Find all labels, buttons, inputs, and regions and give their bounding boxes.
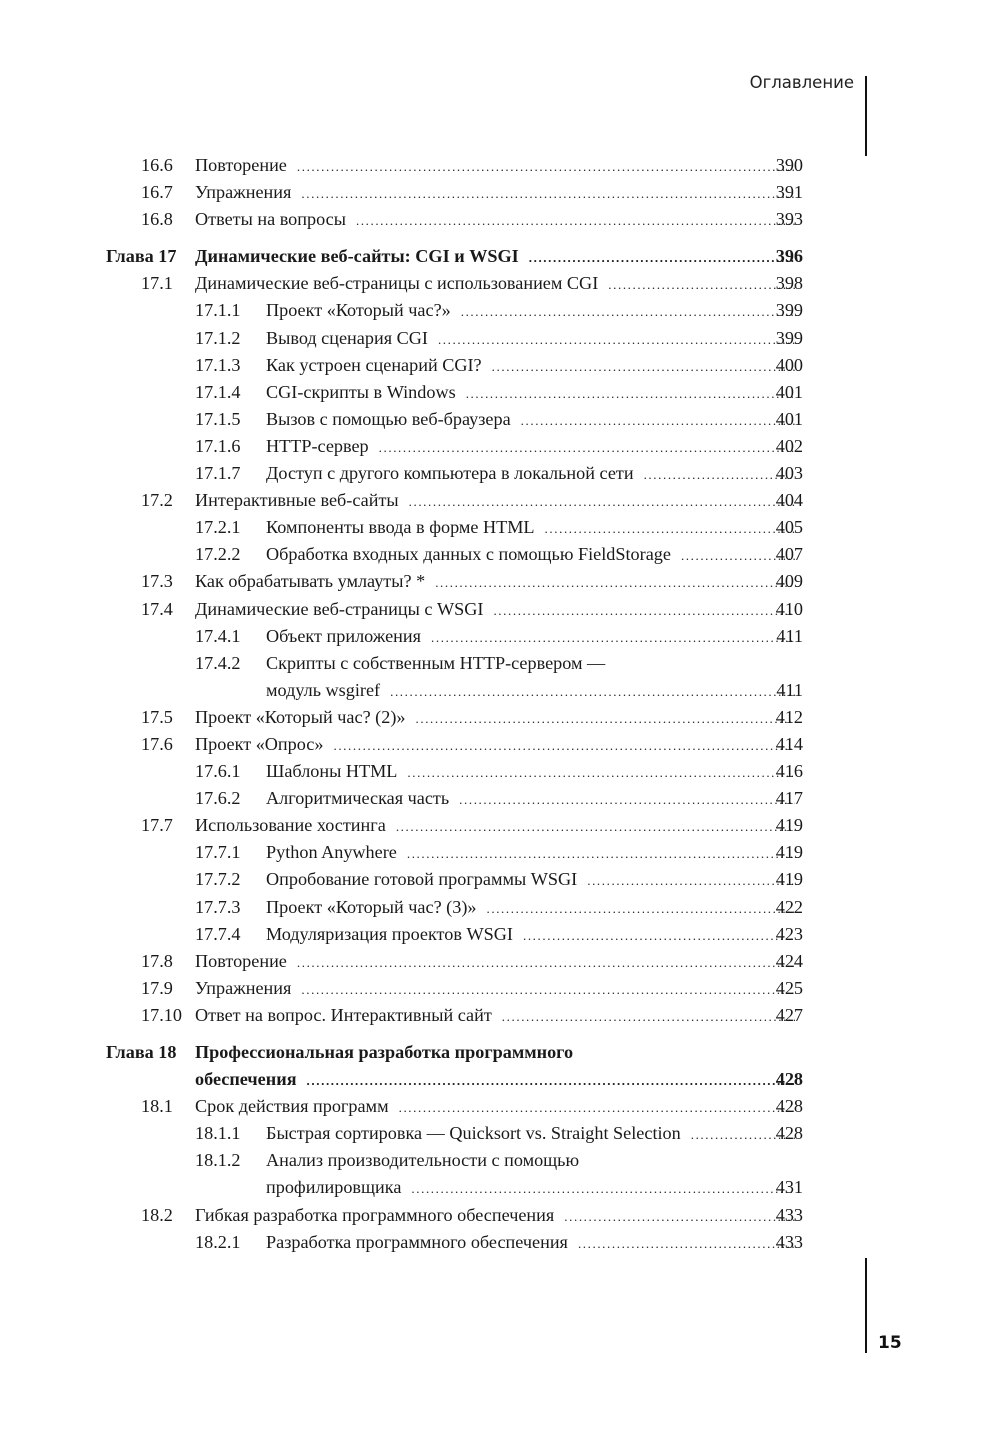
subsection-title: Быстрая сортировка — Quicksort vs. Straight Selection xyxy=(266,1123,681,1144)
page-ref: 390 xyxy=(775,155,803,175)
section-number: 17.6 xyxy=(141,733,173,754)
page-ref: 419 xyxy=(775,869,803,890)
toc-entry[interactable] xyxy=(0,650,986,677)
subsection-title: Анализ производительности с помощью xyxy=(266,1150,580,1171)
toc-entry[interactable] xyxy=(0,1093,986,1120)
running-header: Оглавление xyxy=(749,73,854,92)
toc-entry[interactable] xyxy=(0,179,986,206)
dot-leader xyxy=(492,353,795,380)
dot-leader xyxy=(297,153,795,180)
page-ref: 423 xyxy=(775,923,803,944)
toc-entry[interactable] xyxy=(0,1147,986,1174)
page-ref: 399 xyxy=(775,327,803,348)
dot-leader xyxy=(411,1175,795,1202)
page-ref: 425 xyxy=(775,977,803,998)
dot-leader xyxy=(409,488,795,515)
dot-leader xyxy=(545,515,795,542)
subsection-title: Как устроен сценарий CGI? xyxy=(266,354,482,375)
dot-leader xyxy=(466,380,795,407)
chapter-title-continued: обеспечения xyxy=(195,1069,297,1090)
subsection-number: 17.2.2 xyxy=(195,544,241,565)
page-ref: 419 xyxy=(775,815,803,836)
section-title: Динамические веб-страницы с WSGI xyxy=(195,598,484,619)
page-ref: 431 xyxy=(775,1177,803,1198)
subsection-title: Скрипты с собственным HTTP-сервером — xyxy=(266,652,606,673)
chapter-number: Глава 17 xyxy=(106,246,177,267)
toc-entry[interactable] xyxy=(0,839,986,866)
section-title: Гибкая разработка программного обеспечения xyxy=(195,1204,555,1225)
subsection-title-continued: модуль wsgiref xyxy=(266,679,381,700)
subsection-number: 17.4.2 xyxy=(195,652,241,673)
toc-chapter-continuation[interactable] xyxy=(0,1066,986,1093)
section-number: 16.7 xyxy=(141,182,173,203)
subsection-number: 18.1.2 xyxy=(195,1150,241,1171)
page-ref: 428 xyxy=(775,1069,803,1090)
page-ref: 399 xyxy=(775,300,803,321)
section-title: Повторение xyxy=(195,950,287,971)
subsection-title: Доступ с другого компьютера в локальной сети xyxy=(266,463,634,484)
toc-entry[interactable] xyxy=(0,406,986,433)
page-number: 15 xyxy=(878,1333,902,1353)
dot-leader xyxy=(407,759,795,786)
subsection-number: 17.4.1 xyxy=(195,625,241,646)
page-ref: 411 xyxy=(776,679,803,700)
toc-entry[interactable] xyxy=(0,1120,986,1147)
toc-entry[interactable] xyxy=(0,1202,986,1229)
subsection-title: Модуляризация проектов WSGI xyxy=(266,923,513,944)
dot-leader xyxy=(396,813,795,840)
section-number: 16.8 xyxy=(141,209,173,230)
dot-leader xyxy=(493,597,795,624)
subsection-title: CGI-скрипты в Windows xyxy=(266,381,456,402)
page-ref: 400 xyxy=(775,354,803,375)
section-number: 17.5 xyxy=(141,706,173,727)
dot-leader xyxy=(416,705,796,732)
toc-chapter-entry[interactable] xyxy=(0,243,986,270)
section-title: Повторение xyxy=(195,155,287,175)
toc-entry[interactable] xyxy=(0,270,986,297)
subsection-number: 17.1.5 xyxy=(195,408,241,429)
page-ref: 396 xyxy=(775,246,803,267)
subsection-number: 17.1.1 xyxy=(195,300,241,321)
dot-leader xyxy=(356,207,795,234)
dot-leader xyxy=(301,180,795,207)
toc-entry-continuation[interactable] xyxy=(0,1174,986,1201)
section-title: Ответы на вопросы xyxy=(195,209,346,230)
subsection-title: Объект приложения xyxy=(266,625,422,646)
subsection-number: 18.2.1 xyxy=(195,1231,241,1252)
dot-leader xyxy=(529,244,795,271)
toc-entry[interactable] xyxy=(0,866,986,893)
dot-leader xyxy=(438,326,795,353)
subsection-number: 17.1.4 xyxy=(195,381,241,402)
page-ref: 414 xyxy=(775,733,803,754)
dot-leader xyxy=(301,976,795,1003)
subsection-number: 17.2.1 xyxy=(195,517,241,538)
dot-leader xyxy=(297,949,795,976)
section-number: 18.1 xyxy=(141,1096,173,1117)
section-title: Динамические веб-страницы с использованием CGI xyxy=(195,273,599,294)
dot-leader xyxy=(502,1003,795,1030)
subsection-number: 17.7.3 xyxy=(195,896,241,917)
section-number: 18.2 xyxy=(141,1204,173,1225)
page-ref: 428 xyxy=(775,1096,803,1117)
section-number: 17.7 xyxy=(141,815,173,836)
page-ref: 403 xyxy=(775,463,803,484)
chapter-number: Глава 18 xyxy=(106,1042,177,1062)
dot-leader xyxy=(461,298,795,325)
page-ref: 416 xyxy=(775,761,803,782)
page-ref: 417 xyxy=(775,788,803,809)
section-number: 16.6 xyxy=(141,155,173,175)
toc-entry[interactable] xyxy=(0,379,986,406)
section-title: Ответ на вопрос. Интерактивный сайт xyxy=(195,1004,492,1025)
subsection-number: 17.7.1 xyxy=(195,842,241,863)
section-title: Проект «Который час? (2)» xyxy=(195,706,406,727)
toc-entry[interactable] xyxy=(0,206,986,233)
subsection-title: HTTP-сервер xyxy=(266,435,369,456)
subsection-title: Опробование готовой программы WSGI xyxy=(266,869,578,890)
page-ref: 405 xyxy=(775,517,803,538)
section-number: 17.2 xyxy=(141,490,173,511)
dot-leader xyxy=(521,407,795,434)
section-title: Интерактивные веб-сайты xyxy=(195,490,399,511)
subsection-title: Проект «Который час? (3)» xyxy=(266,896,477,917)
page-ref: 412 xyxy=(775,706,803,727)
page-ref: 393 xyxy=(775,209,803,230)
page-ref: 398 xyxy=(775,273,803,294)
page-ref: 427 xyxy=(775,1004,803,1025)
dot-leader xyxy=(431,624,795,651)
section-title: Упражнения xyxy=(195,182,292,203)
page-ref: 407 xyxy=(775,544,803,565)
dot-leader xyxy=(307,1067,795,1094)
dot-leader xyxy=(379,434,795,461)
subsection-title: Вызов с помощью веб-браузера xyxy=(266,408,511,429)
toc-entry[interactable] xyxy=(0,731,986,758)
toc-entry[interactable] xyxy=(0,152,986,179)
page-ref: 409 xyxy=(775,571,803,592)
subsection-title-continued: профилировщика xyxy=(266,1177,402,1198)
page-ref: 411 xyxy=(776,625,803,646)
toc-entry[interactable] xyxy=(0,758,986,785)
toc-entry[interactable] xyxy=(0,623,986,650)
page-ref: 424 xyxy=(775,950,803,971)
subsection-number: 17.1.6 xyxy=(195,435,241,456)
toc-entry[interactable] xyxy=(0,785,986,812)
toc-entry[interactable] xyxy=(0,541,986,568)
dot-leader xyxy=(333,732,795,759)
toc-entry[interactable] xyxy=(0,1002,986,1029)
page-ref: 401 xyxy=(775,381,803,402)
subsection-title: Вывод сценария CGI xyxy=(266,327,428,348)
page-ref: 433 xyxy=(775,1231,803,1252)
section-title: Упражнения xyxy=(195,977,292,998)
toc-entry[interactable] xyxy=(0,514,986,541)
toc-entry[interactable] xyxy=(0,596,986,623)
dot-leader xyxy=(459,786,795,813)
header-rule xyxy=(865,76,867,156)
subsection-number: 17.7.2 xyxy=(195,869,241,890)
page-ref: 404 xyxy=(775,490,803,511)
toc-entry[interactable] xyxy=(0,297,986,324)
section-title: Проект «Опрос» xyxy=(195,733,324,754)
page-ref: 402 xyxy=(775,435,803,456)
section-number: 17.1 xyxy=(141,273,173,294)
chapter-title: Динамические веб-сайты: CGI и WSGI xyxy=(195,246,519,267)
page-ref: 391 xyxy=(775,182,803,203)
subsection-title: Шаблоны HTML xyxy=(266,761,398,782)
toc-entry[interactable] xyxy=(0,812,986,839)
section-number: 17.3 xyxy=(141,571,173,592)
page-ref: 419 xyxy=(775,842,803,863)
dot-leader xyxy=(399,1094,795,1121)
section-title: Срок действия программ xyxy=(195,1096,389,1117)
section-number: 17.10 xyxy=(141,1004,182,1025)
toc-entry[interactable] xyxy=(0,1229,986,1256)
toc-entry[interactable] xyxy=(0,325,986,352)
toc-entry[interactable] xyxy=(0,894,986,921)
subsection-title: Алгоритмическая часть xyxy=(266,788,450,809)
dot-leader xyxy=(390,678,795,705)
toc-entry[interactable] xyxy=(0,352,986,379)
page-ref: 401 xyxy=(775,408,803,429)
section-number: 17.4 xyxy=(141,598,173,619)
chapter-title: Профессиональная разработка программного xyxy=(195,1042,574,1062)
toc-entry[interactable] xyxy=(0,704,986,731)
subsection-number: 17.1.3 xyxy=(195,354,241,375)
dot-leader xyxy=(407,840,795,867)
dot-leader xyxy=(564,1203,795,1230)
section-number: 17.9 xyxy=(141,977,173,998)
dot-leader xyxy=(523,922,795,949)
subsection-number: 17.7.4 xyxy=(195,923,241,944)
subsection-title: Проект «Который час?» xyxy=(266,300,451,321)
subsection-number: 18.1.1 xyxy=(195,1123,241,1144)
toc-chapter-entry[interactable] xyxy=(0,1039,986,1066)
toc-entry[interactable] xyxy=(0,948,986,975)
section-title: Использование хостинга xyxy=(195,815,386,836)
subsection-number: 17.6.2 xyxy=(195,788,241,809)
toc-entry[interactable] xyxy=(0,487,986,514)
subsection-number: 17.6.1 xyxy=(195,761,241,782)
toc-entry-continuation[interactable] xyxy=(0,677,986,704)
subsection-title: Разработка программного обеспечения xyxy=(266,1231,568,1252)
dot-leader xyxy=(487,895,796,922)
subsection-title: Python Anywhere xyxy=(266,842,397,863)
footer-rule xyxy=(865,1258,867,1353)
section-number: 17.8 xyxy=(141,950,173,971)
page-ref: 410 xyxy=(775,598,803,619)
subsection-title: Обработка входных данных с помощью FieldStorage xyxy=(266,544,671,565)
page-ref: 433 xyxy=(775,1204,803,1225)
dot-leader xyxy=(435,569,795,596)
toc-entry[interactable] xyxy=(0,568,986,595)
section-title: Как обрабатывать умлауты? * xyxy=(195,571,426,592)
subsection-number: 17.1.7 xyxy=(195,463,241,484)
toc-entry[interactable] xyxy=(0,921,986,948)
table-of-contents xyxy=(0,152,986,1256)
toc-entry[interactable] xyxy=(0,975,986,1002)
subsection-number: 17.1.2 xyxy=(195,327,241,348)
page-ref: 422 xyxy=(775,896,803,917)
subsection-title: Компоненты ввода в форме HTML xyxy=(266,517,535,538)
toc-entry[interactable] xyxy=(0,460,986,487)
page-ref: 428 xyxy=(775,1123,803,1144)
toc-entry[interactable] xyxy=(0,433,986,460)
